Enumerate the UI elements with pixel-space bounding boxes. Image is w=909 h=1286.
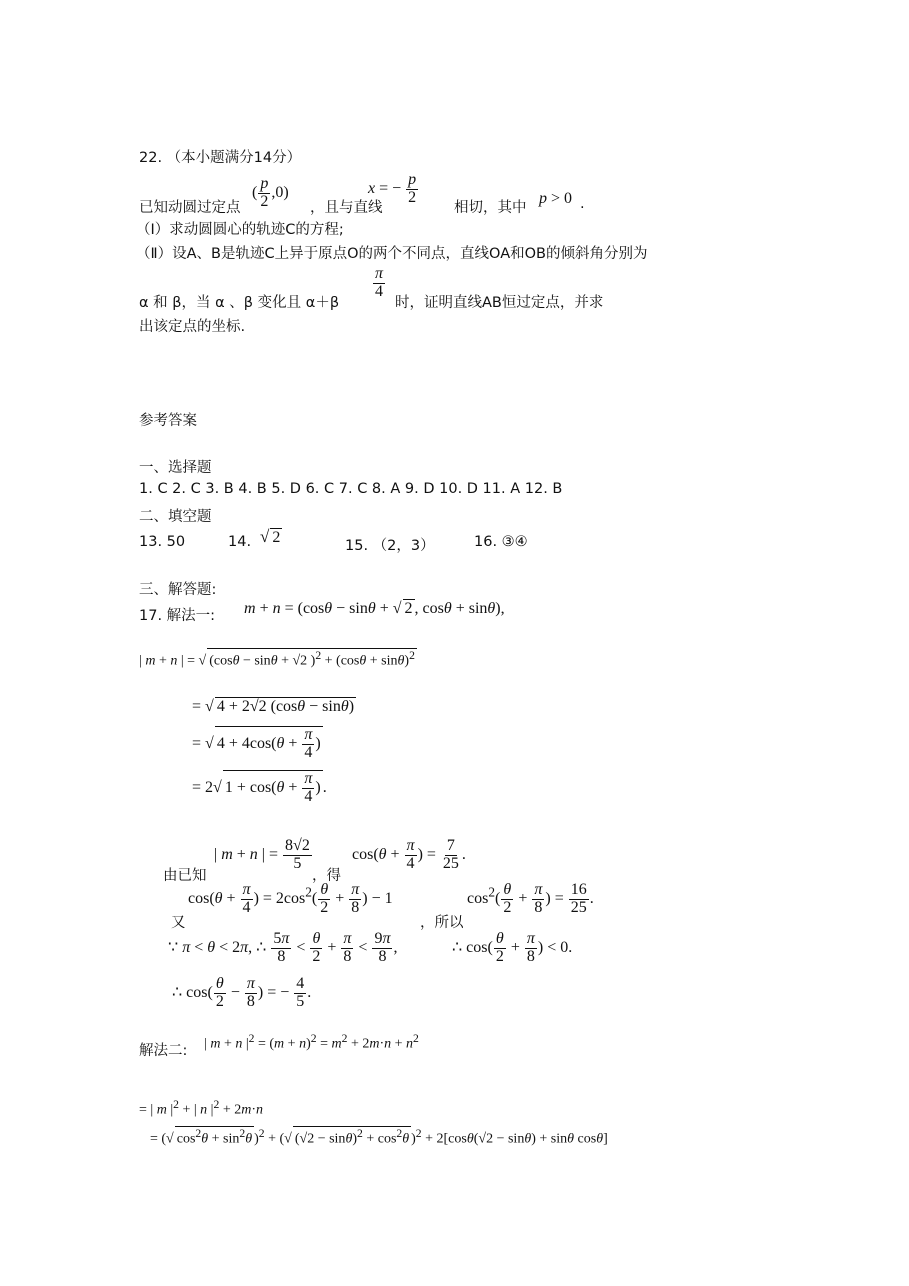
fill-15: 15. （2，3） — [345, 538, 435, 554]
you-label: 又 — [171, 915, 186, 931]
eq-method2-expand: | m + n $|^2 = (m + n)^2 = m^2 + 2m\cdot n + n^2$ — [204, 1032, 419, 1052]
q22-part2: （Ⅱ）设A、B是轨迹C上异于原点O的两个不同点，直线OA和OB的倾斜角分别为 — [136, 246, 648, 262]
eq-double-angle: cos(θ + $\frac{\pi}{4}$ ) = $2\cos^2$( $\frac{\theta}{2}$ + $\frac{\pi}{8}$ ) − 1 — [188, 881, 393, 916]
section-solve: 三、解答题: — [139, 582, 217, 598]
eq-17-step2: = √ 4 + 4cos(θ + $\frac{\pi}{4}$ ) — [192, 726, 321, 761]
de-label: ，得 — [312, 868, 341, 884]
q22-cond-formula: p > 0 — [539, 190, 573, 207]
section-fill: 二、填空题 — [139, 509, 212, 525]
q22-part2-c: 时，证明直线AB恒过定点，并求 — [395, 295, 604, 311]
problem-17-label: 17. 解法一: — [139, 608, 216, 624]
q22-header: 22. （本小题满分14分） — [139, 150, 302, 166]
eq-result: ∴ cos( $\frac{\theta}{2}$ − $\frac{\pi}{8}$ ) = − $\frac{4}{5}$ . — [172, 975, 312, 1010]
given-label: 由已知 — [163, 868, 207, 884]
fill-14-sqrt2: √ 2 — [260, 527, 281, 546]
eq-17-vector-sum: m + n = (cosθ − sinθ + √ 2 , cosθ + sinθ), — [244, 600, 505, 617]
eq-cos-value: cos(θ + $\frac{\pi}{4}$ ) = $\frac{7}{25}$ . — [352, 837, 466, 872]
q22-point-formula: ( $\frac{p}{2}$ ,0) — [252, 175, 289, 210]
answers-title: 参考答案 — [139, 413, 197, 429]
q22-line-formula: x = − $\frac{p}{2}$ — [368, 171, 417, 206]
q22-part1: （Ⅰ）求动圆圆心的轨迹C的方程; — [136, 222, 344, 238]
q22-part2-d: 出该定点的坐标. — [139, 319, 246, 335]
eq-sign: ∴ cos( $\frac{\theta}{2}$ + $\frac{\pi}{8}$ ) < 0. — [452, 930, 573, 965]
eq-given: | m + n | = $\frac{8√2}{5}$ — [214, 837, 310, 872]
q22-line1-a: 已知动圆过定点 — [139, 200, 241, 216]
section-choice: 一、选择题 — [139, 460, 212, 476]
q22-pi-over-4: $\frac{\pi}{4}$ — [375, 265, 384, 300]
q22-part2-b: α 和 β，当 α 、β 变化且 α＋β — [139, 295, 340, 311]
fill-13: 13. 50 — [139, 534, 186, 550]
suoyi-label: ，所以 — [420, 915, 464, 931]
choice-answers: 1. C 2. C 3. B 4. B 5. D 6. C 7. C 8. A 9. D 10. D 11. A 12. B — [139, 481, 563, 497]
q22-line1-c: 相切，其中 — [454, 200, 527, 216]
eq-cos-square: $\cos^2$( $\frac{\theta}{2}$ + $\frac{\pi}{8}$ ) = $\frac{16}{25}$ . — [467, 881, 594, 916]
q22-line1-end: . — [580, 196, 585, 212]
eq-range: ∵ π < θ < 2π, ∴ $\frac{5\pi}{8}$ < $\frac{\theta}{2}$ + $\frac{\pi}{8}$ < $\frac{9\pi}{8}$ , — [168, 930, 398, 965]
eq-17-modulus: | m + n | = √ (cosθ − sinθ + √2 )$^2 + (\cos\theta + \sin\theta)^2$ — [139, 649, 415, 669]
eq-method2-line2: = (√ $\cos^2\theta + \sin^2\theta$ )$^2$ + (√ $(√2 - \sin\theta)^2 + \cos^2\theta$ )$^2$ + 2[cosθ(√2 − sinθ) + sinθ cosθ] — [150, 1127, 608, 1147]
fill-14-label: 14. — [228, 534, 252, 550]
q22-line1-b: ，且与直线 — [310, 200, 383, 216]
method2-label: 解法二: — [139, 1043, 188, 1059]
eq-17-step3: = 2√ 1 + cos(θ + $\frac{\pi}{4}$ ) . — [192, 770, 327, 805]
eq-17-step1: = √ 4 + 2√2 (cosθ − sinθ) — [192, 698, 355, 715]
fill-16: 16. ③④ — [474, 534, 528, 550]
eq-method2-line1: = | m $|^2$ + | n $|^2 + 2m\cdot n$ — [139, 1098, 264, 1118]
